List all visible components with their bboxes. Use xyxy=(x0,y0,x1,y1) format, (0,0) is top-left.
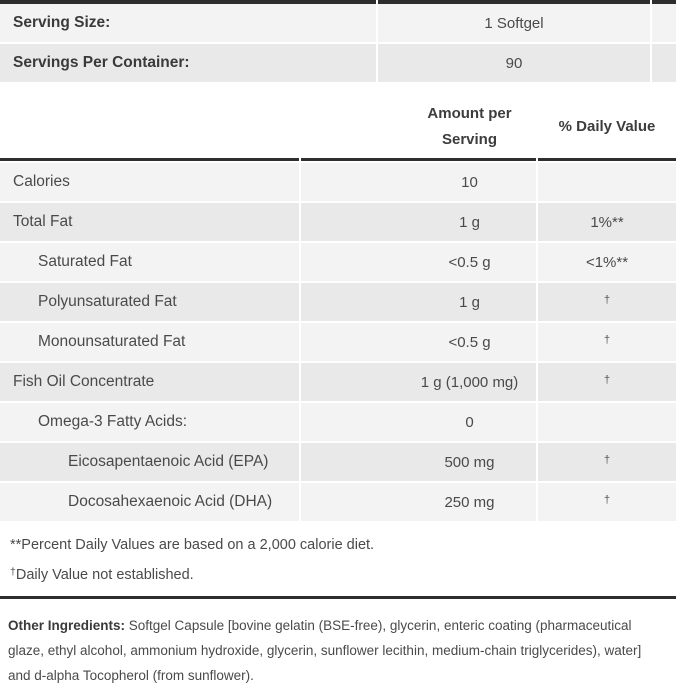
nutrient-name: Total Fat xyxy=(0,203,299,241)
other-ingredients-label: Other Ingredients: xyxy=(8,618,126,633)
row-filler xyxy=(652,44,676,82)
table-row xyxy=(0,323,676,361)
servings-per-container-label: Servings Per Container: xyxy=(0,44,376,82)
nutrient-name: Eicosapentaenoic Acid (EPA) xyxy=(0,443,299,481)
table-row xyxy=(0,403,676,441)
percent-daily-value-footnote: **Percent Daily Values are based on a 2,000 calorie diet. xyxy=(10,537,375,553)
nutrient-amount: 1 g xyxy=(301,283,536,321)
table-row xyxy=(0,363,676,401)
nutrient-amount: 0 xyxy=(301,403,536,441)
nutrient-amount: <0.5 g xyxy=(301,243,536,281)
nutrient-name: Polyunsaturated Fat xyxy=(0,283,299,321)
nutrient-amount: 1 g xyxy=(301,203,536,241)
nutrient-daily-value: 1%** xyxy=(538,203,676,241)
nutrient-amount: 1 g (1,000 mg) xyxy=(301,363,536,401)
nutrient-daily-value: † xyxy=(538,363,676,401)
row-filler xyxy=(652,4,676,42)
nutrient-daily-value: <1%** xyxy=(538,243,676,281)
table-row xyxy=(0,203,676,241)
nutrient-amount: 500 mg xyxy=(301,443,536,481)
dagger-footnote-text: Daily Value not established. xyxy=(15,567,194,583)
table-row xyxy=(0,163,676,201)
nutrient-daily-value xyxy=(538,163,676,201)
nutrient-amount: 250 mg xyxy=(301,483,536,521)
nutrient-daily-value: † xyxy=(538,483,676,521)
nutrient-name: Monounsaturated Fat xyxy=(0,323,299,361)
table-header-row xyxy=(0,96,676,161)
nutrient-daily-value: † xyxy=(538,283,676,321)
servings-per-container-value: 90 xyxy=(378,44,650,82)
percent-daily-value-header: % Daily Value xyxy=(538,96,676,161)
table-row xyxy=(0,4,676,42)
nutrient-amount: <0.5 g xyxy=(301,323,536,361)
bottom-divider-bar xyxy=(0,596,676,599)
header-spacer xyxy=(0,96,299,161)
table-row xyxy=(0,283,676,321)
table-row xyxy=(0,443,676,481)
serving-size-value: 1 Softgel xyxy=(378,4,650,42)
nutrient-amount: 10 xyxy=(301,163,536,201)
other-ingredients-text: Softgel Capsule [bovine gelatin (BSE-free), glycerin, enteric coating (pharmaceutical glaze, ethyl alcohol, ammonium hydroxide, glycerin, sunflower lecithin, medium-chain triglycerides), water] and d-alpha Tocopherol (from sunflower). xyxy=(8,618,642,683)
nutrition-table xyxy=(0,96,676,521)
table-body xyxy=(0,163,676,521)
serving-size-label: Serving Size: xyxy=(0,4,376,42)
nutrient-daily-value xyxy=(538,403,676,441)
nutrient-name: Omega-3 Fatty Acids: xyxy=(0,403,299,441)
nutrient-daily-value: † xyxy=(538,323,676,361)
dagger-symbol: † xyxy=(10,566,16,578)
table-row xyxy=(0,243,676,281)
dagger-footnote xyxy=(0,566,676,583)
table-row xyxy=(0,483,676,521)
serving-info-table xyxy=(0,4,676,82)
table-row xyxy=(0,44,676,82)
nutrient-name: Fish Oil Concentrate xyxy=(0,363,299,401)
other-ingredients-paragraph xyxy=(0,613,676,688)
nutrient-name: Calories xyxy=(0,163,299,201)
nutrient-name: Docosahexaenoic Acid (DHA) xyxy=(0,483,299,521)
nutrient-name: Saturated Fat xyxy=(0,243,299,281)
amount-per-serving-header: Amount per Serving xyxy=(301,96,536,161)
nutrient-daily-value: † xyxy=(538,443,676,481)
